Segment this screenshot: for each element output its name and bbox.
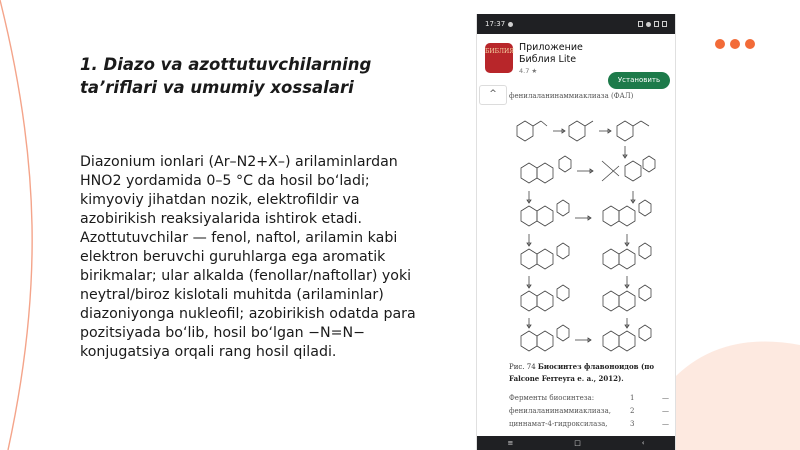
- notification-icon: [508, 22, 513, 27]
- flavonoid-biosynthesis-diagram: [507, 106, 667, 356]
- dot-2: [730, 39, 740, 49]
- enzyme-dash: —: [662, 407, 669, 415]
- back-icon[interactable]: ‹: [641, 439, 645, 447]
- caption-title: Биосинтез флавоноидов (по: [537, 362, 655, 371]
- phone-screenshot: [476, 14, 676, 450]
- ad-banner[interactable]: [477, 34, 675, 93]
- list-item: [509, 394, 669, 407]
- dot-1: [715, 39, 725, 49]
- enzyme-name: фенилаланинаммиаклиаза,: [509, 407, 611, 415]
- list-item: [509, 420, 669, 433]
- slide-body-text: Diazonium ionlari (Ar–N2+X–) arilaminlardan HNO2 yordamida 0–5 °C da hosil bo‘ladi; kimyoviy jihatdan nozik, elektrofildir va azobirikish reaksiyalarida ishtirok etadi. Azottutuvchilar — fenol, naftol, arilamin kabi elektron beruvchi guruhlarga ega aromatik birikmalar; ular alkalda (fenollar/naftollar) yoki neytral/biroz kislotali muhitda (arilaminlar) diazoniyonga nukleofil; azobirikish odatda para pozitsiyada bo‘lib, hosil bo‘lgan −N=N− konjugatsiya orqali rang hosil qiladi.: [80, 154, 416, 360]
- status-time: 17:37: [485, 20, 506, 28]
- list-item: [509, 407, 669, 420]
- bible-app-icon: [485, 43, 513, 73]
- enzyme-num: 2: [630, 407, 635, 415]
- ad-rating: 4.7 ★: [519, 67, 538, 75]
- signal-icon: [654, 21, 659, 27]
- status-bar: [477, 14, 675, 34]
- enzyme-name: циннамат-4-гидроксилаза,: [509, 420, 608, 428]
- android-nav-bar: [477, 436, 675, 450]
- ad-app-title: Приложение Библия Lite: [519, 42, 583, 65]
- app-icon-text: БИБЛИЯ: [485, 48, 515, 55]
- install-button[interactable]: Установить: [608, 72, 670, 89]
- wifi-icon: [646, 22, 651, 27]
- figure-caption: [509, 361, 669, 385]
- dot-3: [745, 39, 755, 49]
- enzyme-name: Ферменты биосинтеза:: [509, 394, 595, 402]
- caption-source: Falcone Ferreyra e. a., 2012).: [509, 374, 624, 383]
- chevron-up-icon[interactable]: ^: [479, 85, 507, 105]
- alarm-icon: [638, 21, 643, 27]
- home-icon[interactable]: □: [574, 439, 581, 447]
- enzyme-dash: —: [662, 420, 669, 428]
- doc-header: фенилаланинаммиаклиаза (ФАЛ): [509, 92, 634, 100]
- dots-decoration: [715, 39, 755, 49]
- battery-icon: [662, 21, 667, 27]
- document-page[interactable]: [477, 92, 675, 437]
- enzyme-num: 1: [630, 394, 635, 402]
- slide-title: 1. Diazo va azottutuvchilarning ta’riflari va umumiy xossalari: [80, 55, 372, 97]
- enzyme-num: 3: [630, 420, 635, 428]
- decorative-curve: [0, 0, 60, 450]
- caption-prefix: Рис. 74: [509, 363, 536, 371]
- menu-icon[interactable]: ≡: [507, 439, 514, 447]
- enzyme-list: [509, 394, 669, 433]
- enzyme-dash: —: [662, 394, 669, 402]
